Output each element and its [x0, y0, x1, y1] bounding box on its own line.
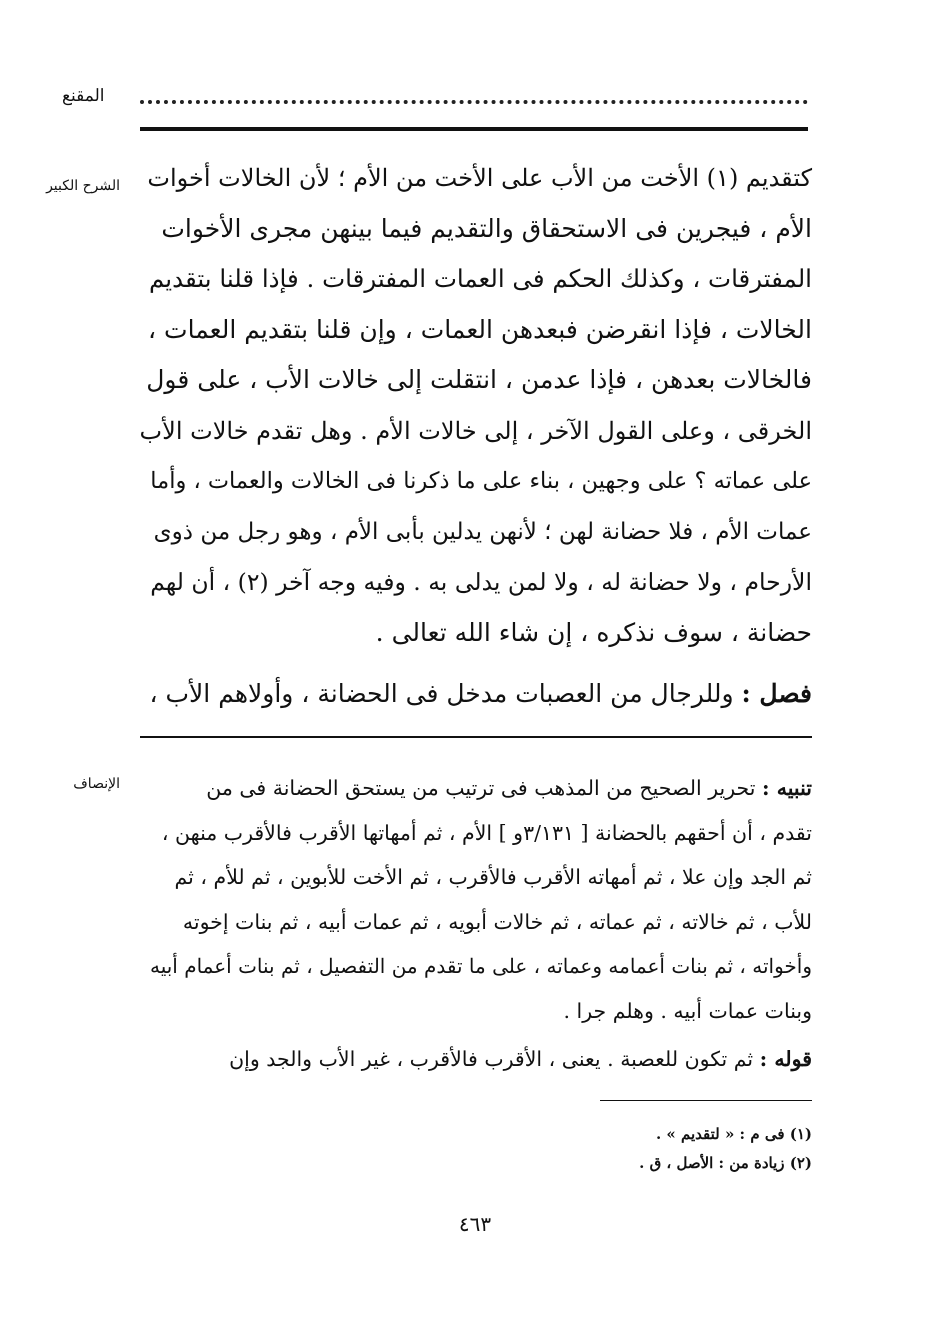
page-number: ٤٦٣	[458, 1212, 492, 1236]
footnote: (٢) زيادة من : الأصل ، ق .	[639, 1154, 812, 1172]
main-line: الأرحام ، ولا حضانة له ، ولا لمن يدلى به . وفيه وجه آخر (٢) ، أن لهم	[150, 568, 812, 596]
footnote: (١) فى م : « لتقديم » .	[655, 1125, 812, 1143]
qawluh-label: قوله :	[759, 1047, 812, 1071]
insaf-line	[140, 1037, 812, 1082]
main-line: الخرقى ، وعلى القول الآخر ، إلى خالات الأم . وهل تقدم خالات الأب	[139, 416, 812, 445]
insaf-line: ثم الجد وإن علا ، ثم أمهاته الأقرب فالأقرب ، ثم الأخت للأبوين ، ثم للأم ، ثم	[174, 865, 812, 889]
main-line: حضانة ، سوف نذكره ، إن شاء الله تعالى .	[375, 617, 812, 647]
insaf-line	[140, 766, 812, 811]
section-divider	[140, 736, 812, 738]
footnote-rule	[600, 1100, 812, 1101]
main-line: عمات الأم ، فلا حضانة لهن ؛ لأنهن يدلين بأبى الأم ، وهو رجل من ذوى	[153, 518, 812, 545]
qawluh-text: ثم تكون للعصبة . يعنى ، الأقرب فالأقرب ، غير الأب والجد وإن	[229, 1047, 754, 1071]
insaf-line-text: تحرير الصحيح من المذهب فى ترتيب من يستحق الحضانة فى من	[206, 776, 756, 800]
fasl-label: فصل :	[741, 679, 812, 708]
header-dotted-leader	[140, 70, 808, 104]
main-line: كتقديم (١) الأخت من الأب على الأخت من الأم ؛ لأن الخالات أخوات	[147, 164, 812, 192]
main-line: المفترقات ، وكذلك الحكم فى العمات المفترقات . فإذا قلنا بتقديم	[148, 264, 812, 293]
main-line: على عماته ؟ على وجهين ، بناء على ما ذكرنا فى الخالات والعمات ، وأما	[150, 468, 812, 494]
insaf-line: للأب ، ثم خالاته ، ثم عماته ، ثم خالات أبويه ، ثم عمات أبيه ، ثم بنات إخوته	[182, 909, 812, 934]
insaf-line: وأخواته ، ثم بنات أعمامه وعماته ، على ما تقدم من التفصيل ، ثم بنات أعمام أبيه	[149, 954, 812, 978]
side-label-insaf: الإنصاف	[73, 776, 120, 792]
book-title: المقنع	[62, 86, 105, 106]
fasl-paragraph	[140, 672, 812, 716]
footnotes	[500, 1120, 812, 1178]
main-text-block	[140, 153, 812, 658]
main-line: فالخالات بعدهن ، فإذا عدمن ، انتقلت إلى خالات الأب ، على قول	[146, 365, 812, 394]
tanbih-label: تنبيه :	[762, 776, 812, 800]
header-rule	[140, 127, 808, 131]
insaf-line: تقدم ، أن أحقهم بالحضانة [ ٣/١٣١و ] الأم ، ثم أمهاتها الأقرب فالأقرب منهن ،	[161, 820, 812, 845]
main-line: الخالات ، فإذا انقرضن فبعدهن العمات ، وإن قلنا بتقديم العمات ،	[148, 314, 812, 344]
side-label-sharh: الشرح الكبير	[46, 178, 120, 194]
insaf-line: وبنات عمات أبيه . وهلم جرا .	[563, 998, 812, 1023]
main-line: الأم ، فيجرين فى الاستحقاق والتقديم فيما بينهن مجرى الأخوات	[161, 213, 812, 243]
insaf-text-block	[140, 766, 812, 1082]
fasl-text: وللرجال من العصبات مدخل فى الحضانة ، وأولاهم الأب ،	[149, 679, 734, 708]
